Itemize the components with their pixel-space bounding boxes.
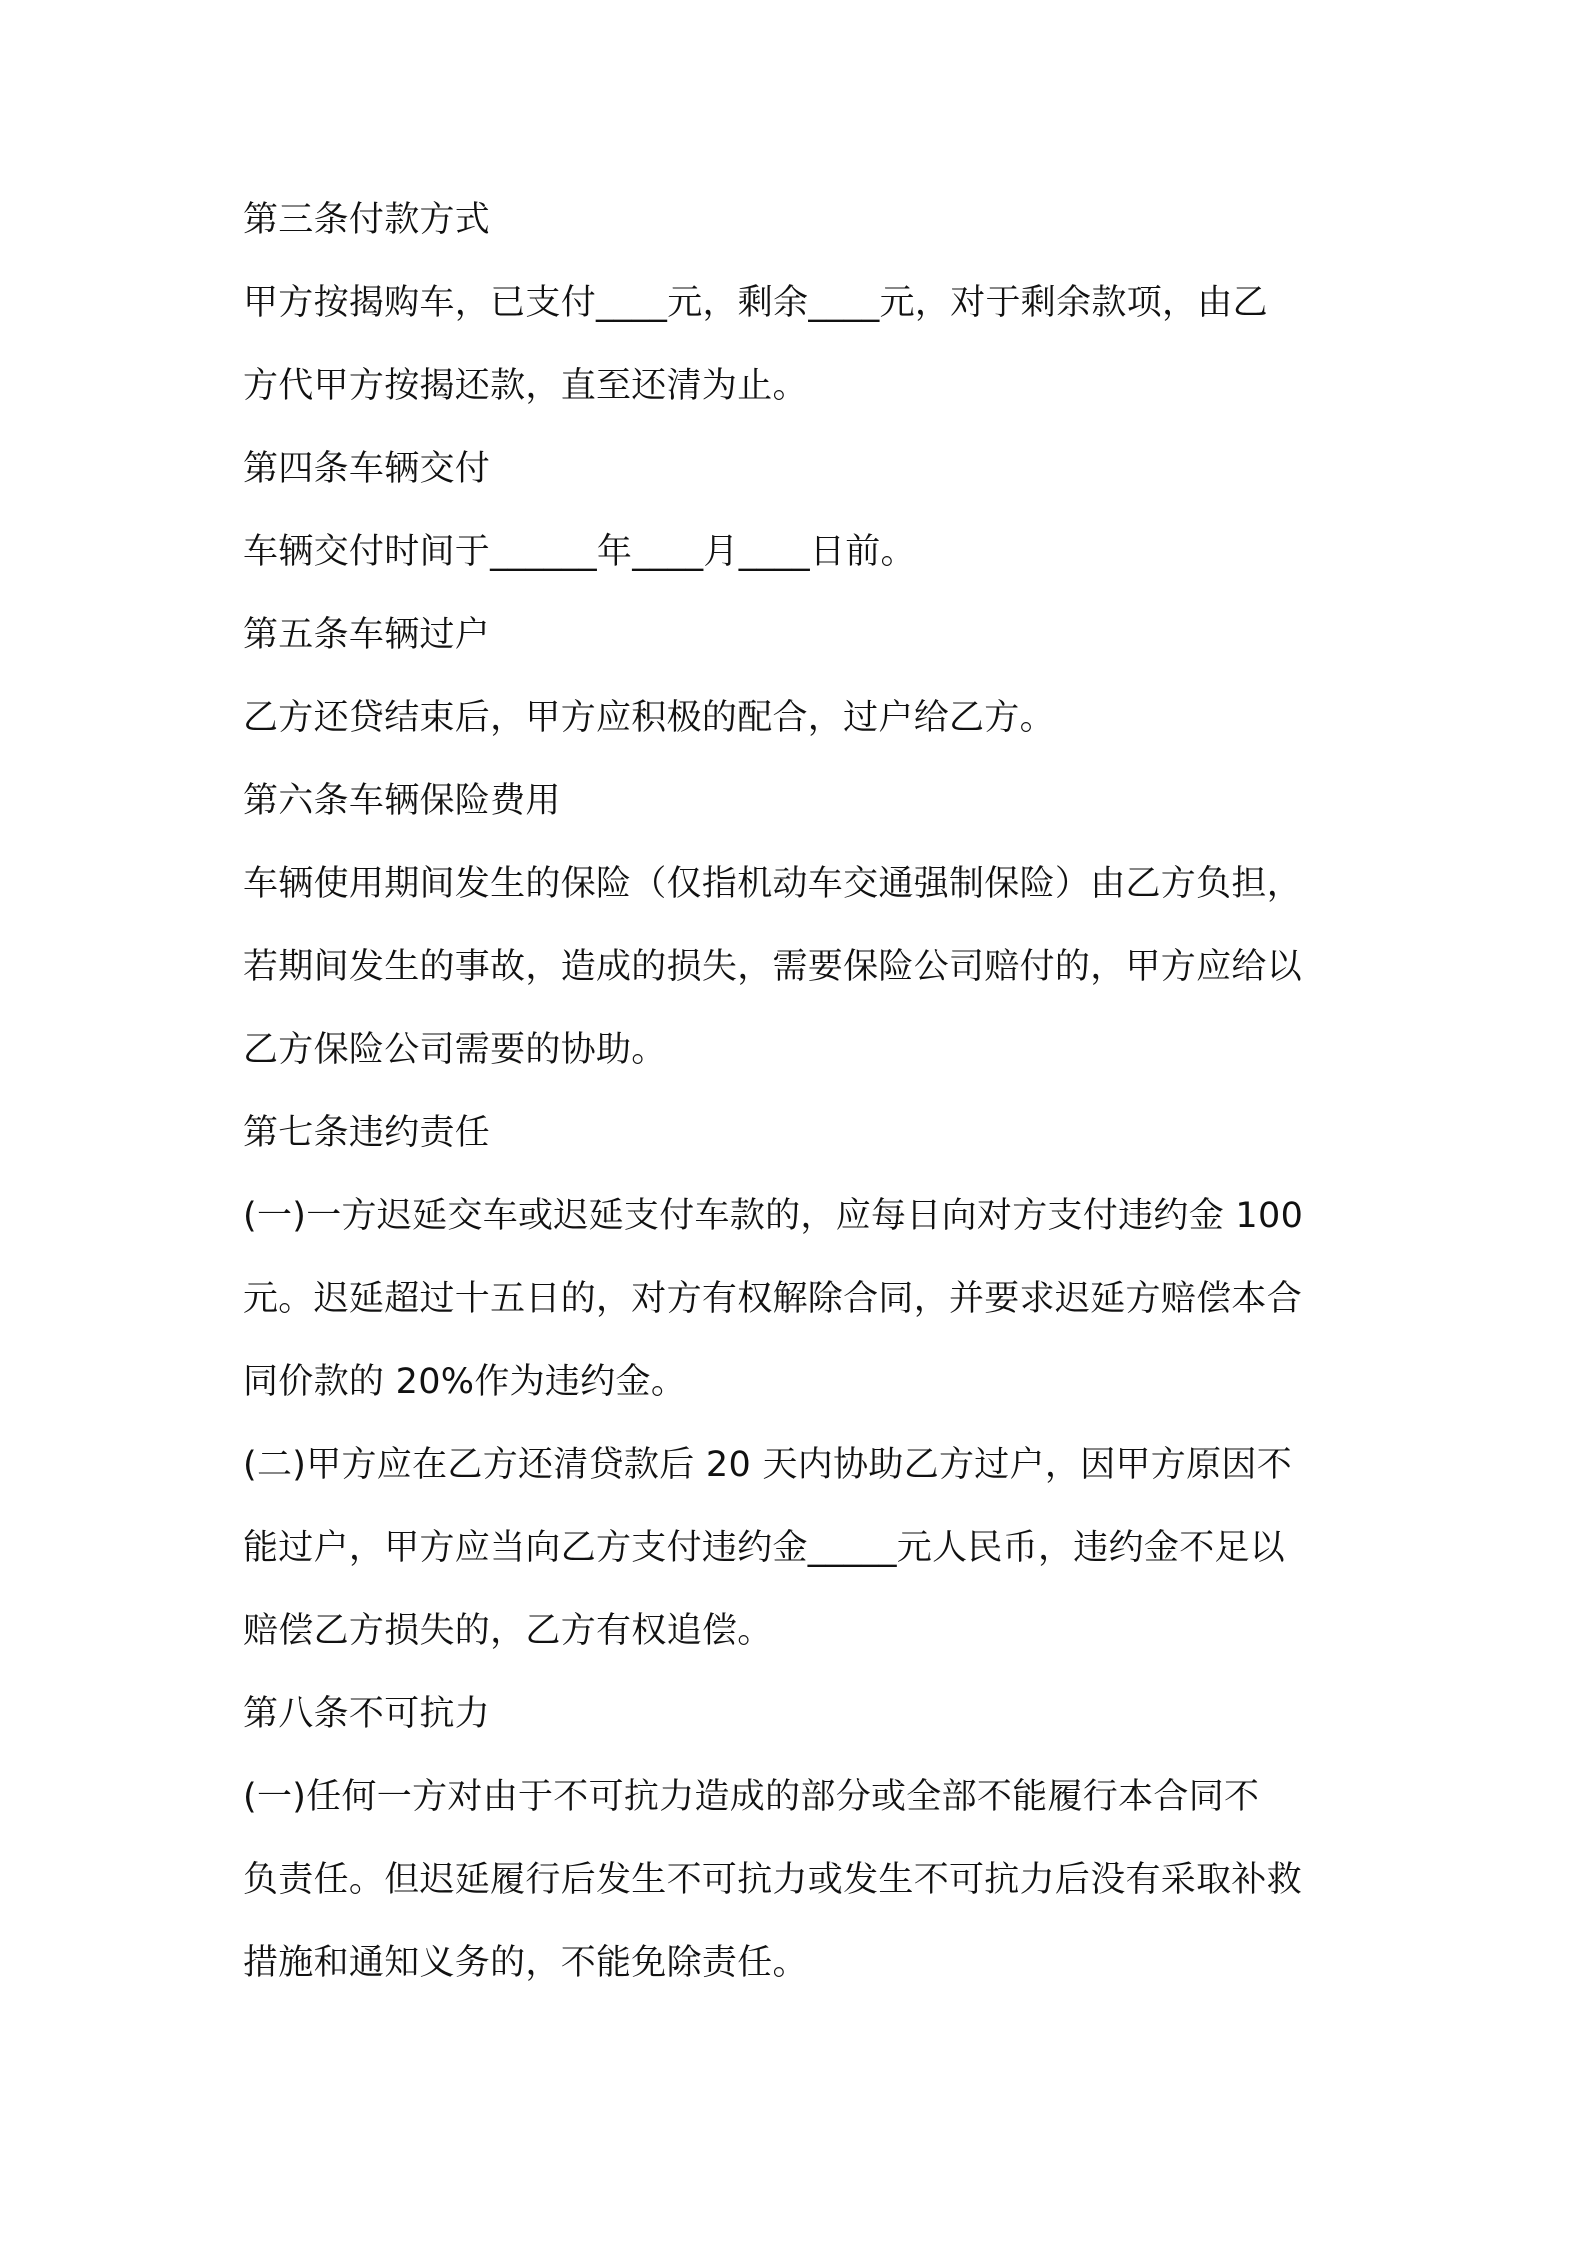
heading-article-6: 第六条车辆保险费用: [243, 781, 561, 821]
heading-article-7: 第七条违约责任: [243, 1113, 491, 1153]
heading-article-3: 第三条付款方式: [243, 200, 491, 240]
paragraph-line: (二)甲方应在乙方还清贷款后 20 天内协助乙方过户，因甲方原因不: [243, 1445, 1292, 1485]
paragraph-line: 若期间发生的事故，造成的损失，需要保险公司赔付的，甲方应给以: [243, 947, 1303, 987]
paragraph-line: 赔偿乙方损失的，乙方有权追偿。: [243, 1611, 773, 1651]
paragraph-line: (一)任何一方对由于不可抗力造成的部分或全部不能履行本合同不: [243, 1777, 1260, 1817]
paragraph-line: 措施和通知义务的，不能免除责任。: [243, 1943, 808, 1983]
paragraph-line: 车辆交付时间于______年____月____日前。: [243, 532, 916, 572]
paragraph-line: 车辆使用期间发生的保险（仅指机动车交通强制保险）由乙方负担，: [243, 864, 1303, 904]
paragraph-line: 乙方保险公司需要的协助。: [243, 1030, 667, 1070]
paragraph-line: 乙方还贷结束后，甲方应积极的配合，过户给乙方。: [243, 698, 1055, 738]
paragraph-line: 负责任。但迟延履行后发生不可抗力或发生不可抗力后没有采取补救: [243, 1860, 1303, 1900]
paragraph-line: 元。迟延超过十五日的，对方有权解除合同，并要求迟延方赔偿本合: [243, 1279, 1303, 1319]
paragraph-line: 甲方按揭购车，已支付____元，剩余____元，对于剩余款项，由乙: [243, 283, 1268, 323]
heading-article-8: 第八条不可抗力: [243, 1694, 491, 1734]
document-page: [243, 200, 1368, 2026]
paragraph-line: 同价款的 20%作为违约金。: [243, 1362, 687, 1402]
heading-article-5: 第五条车辆过户: [243, 615, 491, 655]
paragraph-line: (一)一方迟延交车或迟延支付车款的，应每日向对方支付违约金 100: [243, 1196, 1304, 1236]
paragraph-line: 能过户，甲方应当向乙方支付违约金_____元人民币，违约金不足以: [243, 1528, 1286, 1568]
paragraph-line: 方代甲方按揭还款，直至还清为止。: [243, 366, 808, 406]
heading-article-4: 第四条车辆交付: [243, 449, 491, 489]
